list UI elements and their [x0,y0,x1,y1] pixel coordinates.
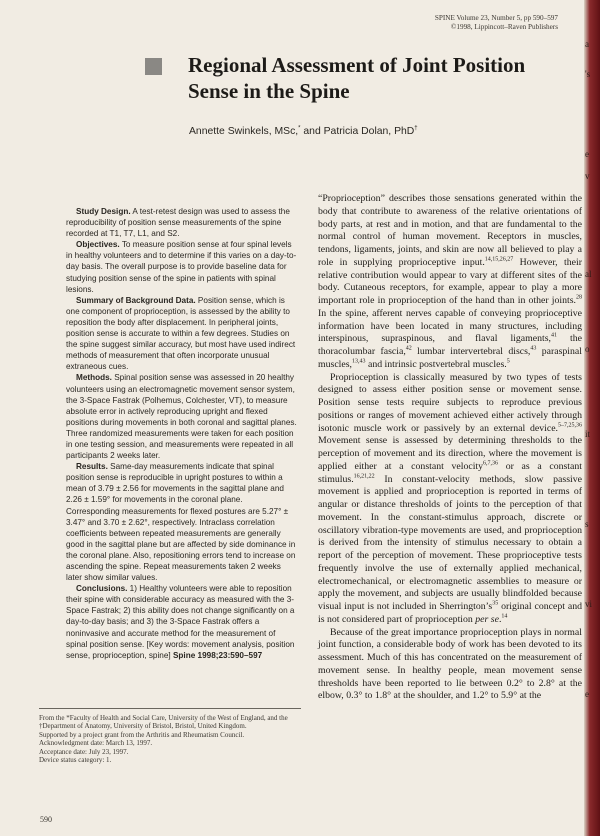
running-head [435,14,558,31]
citation-ref: 13,43 [352,358,366,365]
citation-ref: 16,21,22 [353,473,375,480]
edge-mark: 's [585,69,591,79]
citation-ref: 5 [506,358,510,365]
page-number: 590 [40,815,52,824]
edge-mark: a [585,39,589,49]
edge-mark: v [585,171,590,181]
footnote-device-status: Device status category: 1. [39,756,112,765]
footnote-acceptance-date: Acceptance date: July 23, 1997. [39,747,129,756]
edge-mark: vi [585,599,593,609]
abstract-objectives [66,239,298,294]
body-text: “Proprioception” describes those sensations generated within the body that contribute to awareness of the relative orientations of body parts, at rest and in motion, and that are fundamental to the normal control of human movement. Receptors in muscles, tendons, ligaments, joints, and skin are now all believed to play a role in supplying proprioceptive input. [318,193,582,268]
abstract-study-design [66,206,298,239]
edge-mark: e [585,689,589,699]
body-text: original concept and is not considered part of proprioception [318,601,582,625]
body-text: Proprioception is classically measured by two types of tests designed to assess either position sense or movement sense. Position sense tests require subjects to reproduce previous positions or ranges of movement achieved either actively through isotonic muscle work or passively by an external device. [318,371,582,434]
body-text: and intrinsic postvertebral muscles. [365,358,507,370]
footnotes [39,708,301,764]
abstract-conclusions [66,583,298,661]
edge-mark: s [585,519,589,529]
citation-ref: 6,7,36 [483,460,499,467]
body-text: Movement sense is assessed by determining thresholds to the perception of movement and its direction, where the movement is applied either at a constant velocity [318,435,582,472]
author-conjunction: and [300,126,324,137]
abstract-results [66,461,298,583]
body-paragraph-3: Because of the great importance proprioception plays in normal joint function, a considerable body of work has been devoted to its assessment. Much of this has concentrated on the measurement of movement sense. In healthy people, mean movement sense thresholds have been reported to lie between 0.2° to 2.8° at the elbow, 0.3° to 1.8° at the shoulder, and 1.2° to 5.9° at the [318,626,582,702]
edge-mark: e [585,149,589,159]
edge-mark: it [585,429,591,439]
citation-ref: 28 [576,294,582,301]
citation-ref: 43 [530,345,537,352]
article-title [188,52,548,104]
body-text: . [498,613,502,625]
title-line-2: Sense in the Spine [188,79,350,103]
title-marker [145,58,162,75]
author-1: Annette Swinkels, MSc, [189,126,299,137]
abstract-text: Position sense, which is one component of proprioception, is assessed by the ability to reposition the body after displacement. In peripheral joints, position sense is accurate to within a few degrees. Studies on the spine suggest similar accuracy, but most have used indirect methods of measurement that often incorporate unusual extraneous cues. [66,295,296,372]
abstract-label: Results. [76,462,108,472]
body-text: the thoracolumbar fascia, [318,333,582,357]
abstract-label: Summary of Background Data. [76,295,196,305]
citation-ref: 14,15,26,27 [484,256,514,263]
abstract-label: Conclusions. [76,584,128,594]
citation-ref: 41 [551,332,558,339]
body-text: lumbar intervertebral discs, [411,346,531,357]
body-paragraph-2 [318,372,582,627]
abstract [66,206,298,661]
body-paragraph-1 [318,193,582,372]
citation-ref: 42 [405,345,412,352]
footnote-acknowledgment-date: Acknowledgment date: March 13, 1997. [39,739,153,748]
edge-mark: o [585,344,590,354]
citation-ref: 5–7,25,36 [558,422,582,429]
body-text: paraspinal muscles, [318,346,582,370]
body-italic: per se [475,613,499,625]
copyright-line: ©1998, Lippincott–Raven Publishers [450,22,558,31]
edge-mark: al [585,269,592,279]
author-1-mark: * [298,125,301,132]
page-edge [584,0,600,836]
abstract-label: Study Design. [76,207,131,216]
abstract-citation: Spine 1998;23:590–597 [172,650,263,660]
author-2: Patricia Dolan, PhD [323,126,415,137]
abstract-text: 1) Healthy volunteers were able to reposition their spine with considerable accuracy as measured with the 3-Space Fastrak; 2) this ability does not change significantly on a day-to-day basis; and 3) the 3-Space Fastrak offers a noninvasive and accurate method for the measurement of spinal position sense. [Key words: movement analysis, position sense, proprioception, spine] [66,584,295,660]
body-text: In constant-velocity methods, slow passive movement is applied and proprioception is reported in terms of angular or distance thresholds of joints to the perception of that movement. In the constant-stimulus approach, discrete or oscillatory vibration-type movements are used, and proprioception is derived from the intensity of stimulus necessary to obtain a report of the perception of movement. These proprioceptive tests frequently involve the use of externally applied mechanical, electromechanical, or electromagnetic assemblies to measure or apply the movement, and subjects are usually blindfolded because visual input is not included in Sherrington’s [318,473,582,612]
journal-citation: SPINE Volume 23, Number 5, pp 590–597 [434,14,558,22]
abstract-text: Spinal position sense was assessed in 20 healthy volunteers using an electromagnetic movement sensor system, the 3-Space Fastrak (Polhemus, Colchester, VT), to measure absolute error in actively reproducing upright and flexed positions during movements in both coronal and sagittal planes. Three randomized measurements were taken for each position in one testing session, and measurements were repeated in all participants 2 weeks later. [66,373,297,461]
abstract-label: Objectives. [76,240,120,250]
title-line-1: Regional Assessment of Joint Position [188,53,526,77]
abstract-methods [66,372,298,461]
citation-ref: 35 [492,600,499,607]
body-text: In the spine, afferent nerves capable of conveying proprioceptive information have been located in many structures, including interspinous, supraspinous, and flaval ligaments, [318,307,582,345]
abstract-background [66,295,298,373]
citation-ref: 14 [501,613,508,620]
abstract-text: To measure position sense at four spinal levels in healthy volunteers and to determine if this varies on a day-to-day basis. The overall purpose is to provide baseline data for studying position sense of the spine in patients with spinal lesions. [66,240,297,294]
abstract-text: A test-retest design was used to assess the reproducibility of position sense measurements of the spine recorded at T1, T7, L1, and S2. [66,207,290,239]
author-line [189,126,418,137]
body-text: However, their relative contribution would appear to vary at different sites of the body. Cutaneous receptors, for example, appear to play a more important role in proprioception of the hand than in other joints. [318,256,582,306]
abstract-label: Methods. [76,373,112,383]
author-2-mark: † [414,125,418,132]
footnote-support: Supported by a project grant from the Arthritis and Rheumatism Council. [39,730,245,739]
abstract-text: Same-day measurements indicate that spinal position sense is reproducible in upright postures to within a mean of 3.79 ± 2.56 for movements in the sagittal plane and 2.26 ± 1.59° for movements in the coronal plane. Corresponding measurements for flexed postures are 5.27° ± 3.47° and 3.70 ± 2.62°, respectively. Intraclass correlation coefficients between repeated measurements are generally good in the sagittal plane but are affected by side dominance in the coronal plane. Also, repositioning errors tend to increase on ascending the spine. Repeat measurements taken 2 weeks later show similar values. [66,462,296,583]
body-text: or as a constant stimulus. [318,460,582,485]
body-column [318,193,582,703]
footnote-affiliation: From the *Faculty of Health and Social Care, University of the West of England, and the †Department of Anatomy, University of Bristol, Bristol, United Kingdom. [39,714,288,731]
